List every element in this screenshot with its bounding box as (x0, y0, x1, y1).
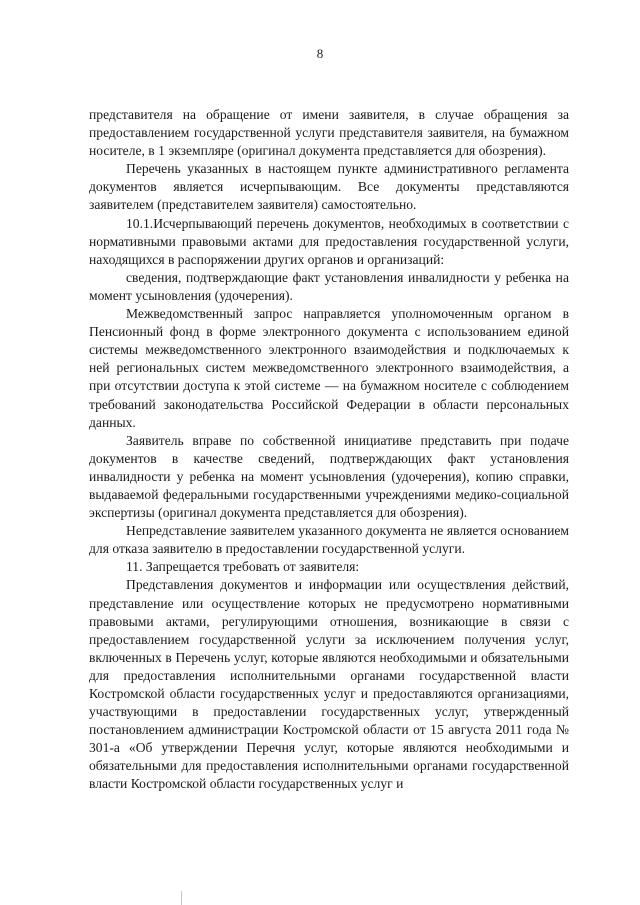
paragraph-prohibited-requirements: Представления документов и информации или осуществления действий, представление или осуществление которых не предусмотрено нормативными правовыми актами, регулирующими отношения, возникающие в связи с предоставлением государственной услуги за исключением получения услуг, включенных в Перечень услуг, которые являются необходимыми и обязательными для предоставления исполнительными органами государственной власти Костромской области государственных услуг и предоставляются организациями, участвующими в предоставлении государственных услуг, утвержденный постановлением администрации Костромской области от 15 августа 2011 года № 301-а «Об утверждении Перечня услуг, которые являются необходимыми и обязательными для предоставления исполнительными органами государственной власти Костромской области государственных услуг и (89, 577, 569, 792)
page-number: 8 (316, 46, 324, 61)
paragraph-interagency-request: Межведомственный запрос направляется уполномоченным органом в Пенсионный фонд в форме электронного документа с использованием единой системы межведомственного электронного взаимодействия и подключаемых к ней региональных систем межведомственного электронного взаимодействия, а при отсутствии доступа к этой системе — на бумажном носителе с соблюдением требований законодательства Российской Федерации в области персональных данных. (89, 306, 569, 430)
paragraph-disability-info: сведения, подтверждающие факт установления инвалидности у ребенка на момент усыновления (удочерения). (89, 269, 569, 303)
paragraph-10-1: 10.1.Исчерпывающий перечень документов, необходимых в соответствии с нормативными правовыми актами для предоставления государственной услуги, находящихся в распоряжении других органов и организаций: (89, 215, 569, 267)
document-body (89, 106, 569, 794)
paragraph-continuation: представителя на обращение от имени заявителя, в случае обращения за предоставлением государственной услуги представителя заявителя, на бумажном носителе, в 1 экземпляре (оригинал документа представляется для обозрения). (89, 107, 569, 159)
paragraph-non-submission: Непредставление заявителем указанного документа не является основанием для отказа заявителю в предоставлении государственной услуги. (89, 523, 569, 557)
paragraph-section-11-heading: 11. Запрещается требовать от заявителя: (126, 559, 360, 575)
paragraph-exhaustive-list: Перечень указанных в настоящем пункте административного регламента документов является исчерпывающим. Все документы представляются заявителем (представителем заявителя) самостоятельно. (89, 161, 569, 213)
paragraph-applicant-initiative: Заявитель вправе по собственной инициативе представить при подаче документов в качестве сведений, подтверждающих факт установления инвалидности у ребенка на момент усыновления (удочерения), копию справки, выдаваемой федеральными государственными учреждениями медико-социальной экспертизы (оригинал документа представляется для обозрения). (89, 432, 569, 521)
scan-mark (181, 891, 182, 905)
